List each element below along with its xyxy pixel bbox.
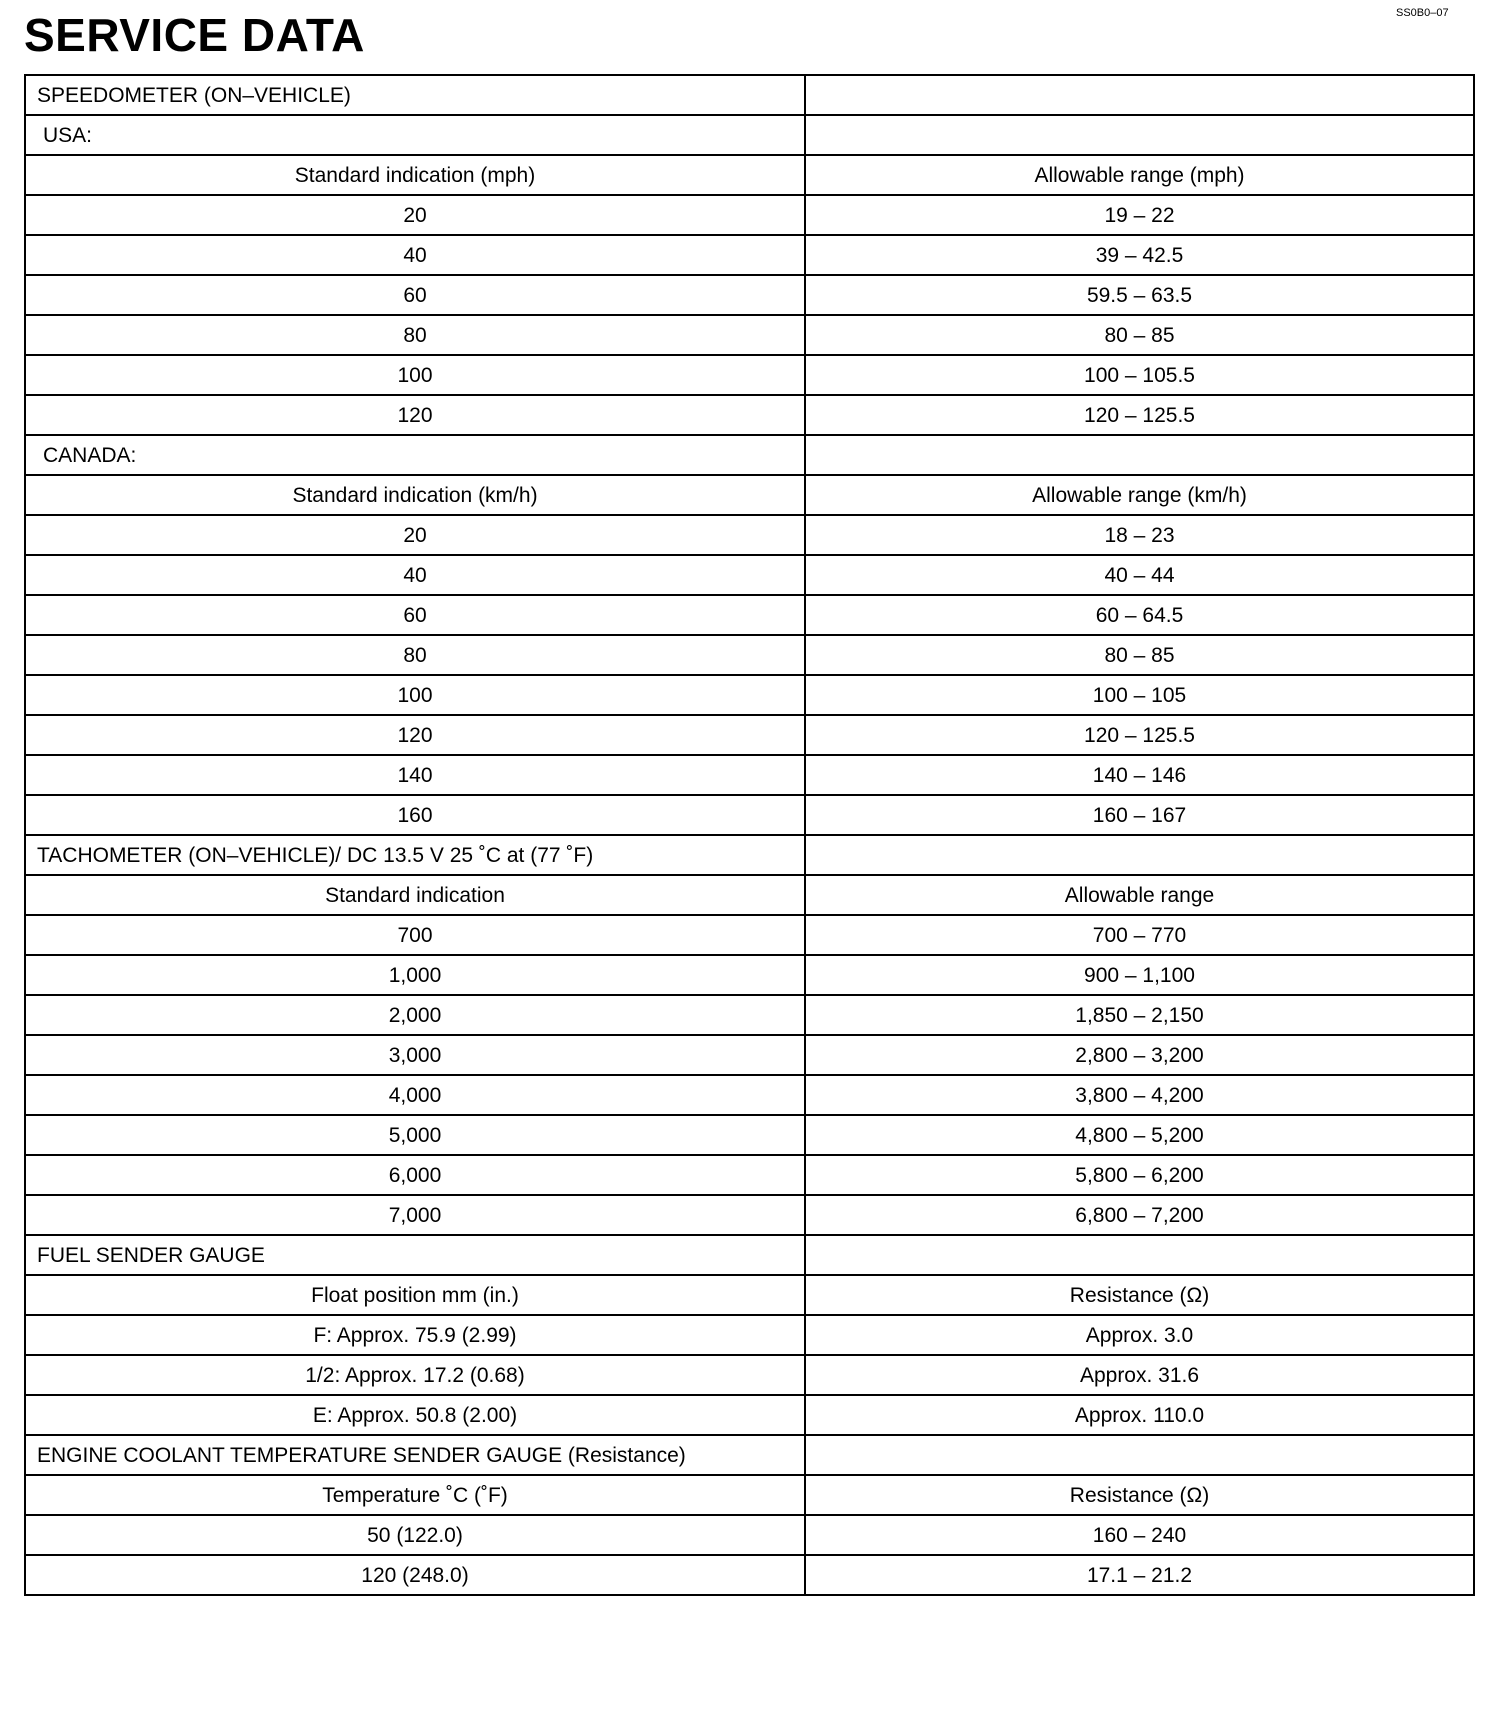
table-row [25, 795, 1474, 835]
tach-col-standard: Standard indication [25, 875, 805, 915]
canada-label: CANADA: [25, 435, 805, 475]
table-row [25, 635, 1474, 675]
table-cell: 120 – 125.5 [805, 715, 1474, 755]
table-cell: 160 [25, 795, 805, 835]
section-header-row [25, 1235, 1474, 1275]
table-cell: 120 (248.0) [25, 1555, 805, 1595]
table-row [25, 915, 1474, 955]
table-row [25, 515, 1474, 555]
table-cell: 40 [25, 235, 805, 275]
usa-col-standard: Standard indication (mph) [25, 155, 805, 195]
table-cell: 3,800 – 4,200 [805, 1075, 1474, 1115]
table-row [25, 235, 1474, 275]
column-header-row [25, 875, 1474, 915]
table-cell: Approx. 110.0 [805, 1395, 1474, 1435]
table-row [25, 995, 1474, 1035]
table-row [25, 1555, 1474, 1595]
section-header-row [25, 835, 1474, 875]
table-cell: 7,000 [25, 1195, 805, 1235]
fuel-col-float: Float position mm (in.) [25, 1275, 805, 1315]
table-cell: 2,000 [25, 995, 805, 1035]
table-cell: 39 – 42.5 [805, 235, 1474, 275]
table-cell: 59.5 – 63.5 [805, 275, 1474, 315]
usa-col-allowable: Allowable range (mph) [805, 155, 1474, 195]
table-row [25, 395, 1474, 435]
table-cell: 6,800 – 7,200 [805, 1195, 1474, 1235]
table-cell: 140 – 146 [805, 755, 1474, 795]
speedometer-title: SPEEDOMETER (ON–VEHICLE) [25, 75, 805, 115]
section-header-row [25, 1435, 1474, 1475]
usa-label: USA: [25, 115, 805, 155]
empty-cell [805, 1235, 1474, 1275]
table-cell: 5,800 – 6,200 [805, 1155, 1474, 1195]
empty-cell [805, 1435, 1474, 1475]
table-cell: 60 [25, 595, 805, 635]
table-cell: 60 [25, 275, 805, 315]
table-cell: 1,000 [25, 955, 805, 995]
table-cell: 1,850 – 2,150 [805, 995, 1474, 1035]
subsection-row [25, 435, 1474, 475]
coolant-col-resistance: Resistance (Ω) [805, 1475, 1474, 1515]
coolant-col-temperature: Temperature ˚C (˚F) [25, 1475, 805, 1515]
table-cell: 4,000 [25, 1075, 805, 1115]
table-cell: 900 – 1,100 [805, 955, 1474, 995]
table-cell: 4,800 – 5,200 [805, 1115, 1474, 1155]
subsection-row [25, 115, 1474, 155]
page-title: SERVICE DATA [24, 9, 365, 61]
table-cell: 80 [25, 315, 805, 355]
page-code: SS0B0–07 [1396, 7, 1449, 19]
table-cell: 120 [25, 715, 805, 755]
table-cell: 160 – 167 [805, 795, 1474, 835]
empty-cell [805, 75, 1474, 115]
table-cell: 60 – 64.5 [805, 595, 1474, 635]
table-cell: 19 – 22 [805, 195, 1474, 235]
table-cell: 700 – 770 [805, 915, 1474, 955]
coolant-sender-title: ENGINE COOLANT TEMPERATURE SENDER GAUGE (Resistance) [25, 1435, 805, 1475]
table-cell: 120 – 125.5 [805, 395, 1474, 435]
table-row [25, 1075, 1474, 1115]
table-cell: E: Approx. 50.8 (2.00) [25, 1395, 805, 1435]
table-cell: 50 (122.0) [25, 1515, 805, 1555]
table-cell: 100 [25, 355, 805, 395]
canada-col-allowable: Allowable range (km/h) [805, 475, 1474, 515]
empty-cell [805, 115, 1474, 155]
section-header-row [25, 75, 1474, 115]
table-cell: 100 – 105.5 [805, 355, 1474, 395]
table-row [25, 1395, 1474, 1435]
table-cell: 40 [25, 555, 805, 595]
table-cell: 140 [25, 755, 805, 795]
table-cell: 80 [25, 635, 805, 675]
column-header-row [25, 475, 1474, 515]
table-cell: 100 – 105 [805, 675, 1474, 715]
table-cell: 1/2: Approx. 17.2 (0.68) [25, 1355, 805, 1395]
canada-col-standard: Standard indication (km/h) [25, 475, 805, 515]
table-cell: 700 [25, 915, 805, 955]
table-row [25, 755, 1474, 795]
table-row [25, 1195, 1474, 1235]
table-cell: 3,000 [25, 1035, 805, 1075]
table-cell: Approx. 31.6 [805, 1355, 1474, 1395]
table-cell: 17.1 – 21.2 [805, 1555, 1474, 1595]
table-cell: F: Approx. 75.9 (2.99) [25, 1315, 805, 1355]
column-header-row [25, 155, 1474, 195]
table-row [25, 1035, 1474, 1075]
table-row [25, 555, 1474, 595]
table-cell: 160 – 240 [805, 1515, 1474, 1555]
table-row [25, 275, 1474, 315]
table-cell: Approx. 3.0 [805, 1315, 1474, 1355]
table-cell: 80 – 85 [805, 315, 1474, 355]
fuel-sender-title: FUEL SENDER GAUGE [25, 1235, 805, 1275]
table-row [25, 1315, 1474, 1355]
table-cell: 120 [25, 395, 805, 435]
table-cell: 18 – 23 [805, 515, 1474, 555]
table-row [25, 1115, 1474, 1155]
empty-cell [805, 835, 1474, 875]
empty-cell [805, 435, 1474, 475]
service-data-table [24, 74, 1475, 1596]
column-header-row [25, 1475, 1474, 1515]
tachometer-title: TACHOMETER (ON–VEHICLE)/ DC 13.5 V 25 ˚C at (77 ˚F) [25, 835, 805, 875]
table-cell: 2,800 – 3,200 [805, 1035, 1474, 1075]
table-row [25, 715, 1474, 755]
table-row [25, 675, 1474, 715]
table-row [25, 1355, 1474, 1395]
table-row [25, 595, 1474, 635]
table-cell: 5,000 [25, 1115, 805, 1155]
table-row [25, 1155, 1474, 1195]
fuel-col-resistance: Resistance (Ω) [805, 1275, 1474, 1315]
tach-col-allowable: Allowable range [805, 875, 1474, 915]
table-row [25, 1515, 1474, 1555]
table-row [25, 955, 1474, 995]
table-cell: 40 – 44 [805, 555, 1474, 595]
table-row [25, 195, 1474, 235]
table-row [25, 315, 1474, 355]
table-cell: 80 – 85 [805, 635, 1474, 675]
table-cell: 20 [25, 515, 805, 555]
column-header-row [25, 1275, 1474, 1315]
table-cell: 6,000 [25, 1155, 805, 1195]
table-cell: 20 [25, 195, 805, 235]
table-cell: 100 [25, 675, 805, 715]
table-row [25, 355, 1474, 395]
